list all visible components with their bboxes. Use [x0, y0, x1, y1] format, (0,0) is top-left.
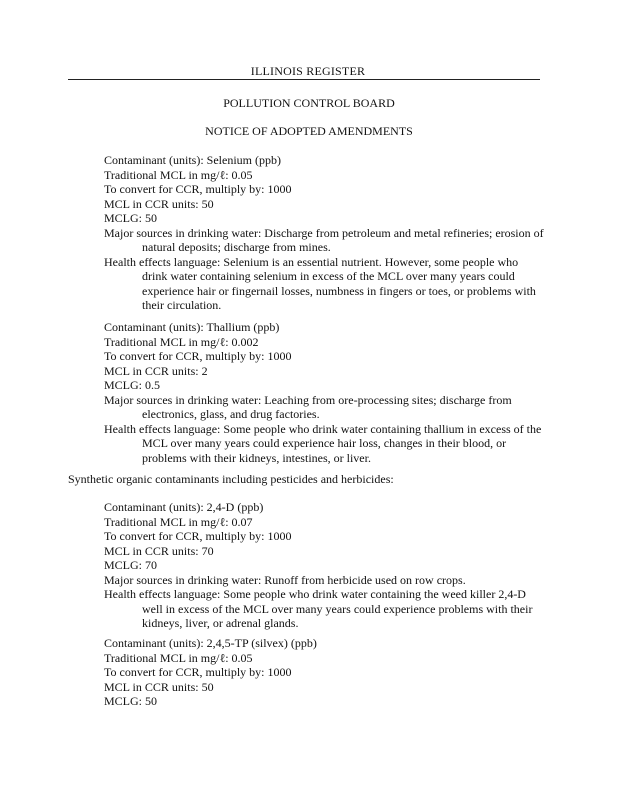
traditional-mcl-line: Traditional MCL in mg/ℓ: 0.07: [104, 514, 253, 529]
convert-line: To convert for CCR, multiply by: 1000: [104, 529, 292, 543]
sources-paragraph: Major sources in drinking water: Runoff from herbicide used on row crops.: [104, 572, 466, 587]
mcl-ccr-line: MCL in CCR units: 50: [104, 196, 214, 211]
convert-line: To convert for CCR, multiply by: 1000: [104, 349, 292, 363]
traditional-mcl-line: Traditional MCL in mg/ℓ: 0.05: [104, 650, 253, 665]
health-paragraph: Health effects language: Selenium is an essential nutrient. However, some people who drink water containing selenium in excess of the MCL over many years could experience hair or fingernail losses, numbness in fingers or toes, or problems with their circulation.: [104, 254, 536, 312]
convert-line: To convert for CCR, multiply by: 1000: [104, 182, 292, 196]
mcl-ccr-line: MCL in CCR units: 2: [104, 363, 208, 378]
traditional-mcl-line: Traditional MCL in mg/ℓ: 0.05: [104, 167, 253, 182]
mcl-ccr-line: MCL in CCR units: 50: [104, 679, 214, 694]
mclg-line: MCLG: 50: [104, 694, 158, 708]
board-name: POLLUTION CONTROL BOARD: [223, 96, 395, 110]
section-heading: Synthetic organic contaminants including pesticides and herbicides:: [68, 472, 394, 486]
contaminant-entry-silvex: [104, 636, 544, 709]
mclg-line: MCLG: 70: [104, 558, 158, 572]
contaminant-entry-selenium: [104, 153, 544, 313]
sources-paragraph: Major sources in drinking water: Discharge from petroleum and metal refineries; erosion of natural deposits; discharge from mines.: [104, 225, 544, 254]
mclg-line: MCLG: 50: [104, 211, 158, 225]
contaminant-line: Contaminant (units): Thallium (ppb): [104, 320, 280, 334]
traditional-mcl-line: Traditional MCL in mg/ℓ: 0.002: [104, 334, 259, 349]
health-paragraph: Health effects language: Some people who drink water containing the weed killer 2,4-D well in excess of the MCL over many years could experience problems with their kidneys, liver, or adrenal glands.: [104, 587, 533, 630]
health-paragraph: Health effects language: Some people who drink water containing thallium in excess of the MCL over many years could experience hair loss, changes in their blood, or problems with their kidneys, intestines, or liver.: [104, 421, 542, 465]
convert-line: To convert for CCR, multiply by: 1000: [104, 665, 292, 679]
register-header: [68, 64, 540, 80]
contaminant-line: Contaminant (units): Selenium (ppb): [104, 153, 281, 167]
register-title: ILLINOIS REGISTER: [250, 64, 366, 78]
contaminant-entry-thallium: [104, 320, 544, 465]
notice-title: NOTICE OF ADOPTED AMENDMENTS: [205, 124, 413, 138]
contaminant-entry-24d: [104, 500, 544, 631]
contaminant-line: Contaminant (units): 2,4-D (ppb): [104, 500, 264, 514]
mclg-line: MCLG: 0.5: [104, 378, 161, 392]
mcl-ccr-line: MCL in CCR units: 70: [104, 543, 214, 558]
contaminant-line: Contaminant (units): 2,4,5-TP (silvex) (ppb): [104, 636, 317, 650]
sources-paragraph: Major sources in drinking water: Leaching from ore-processing sites; discharge from electronics, glass, and drug factories.: [104, 392, 512, 421]
